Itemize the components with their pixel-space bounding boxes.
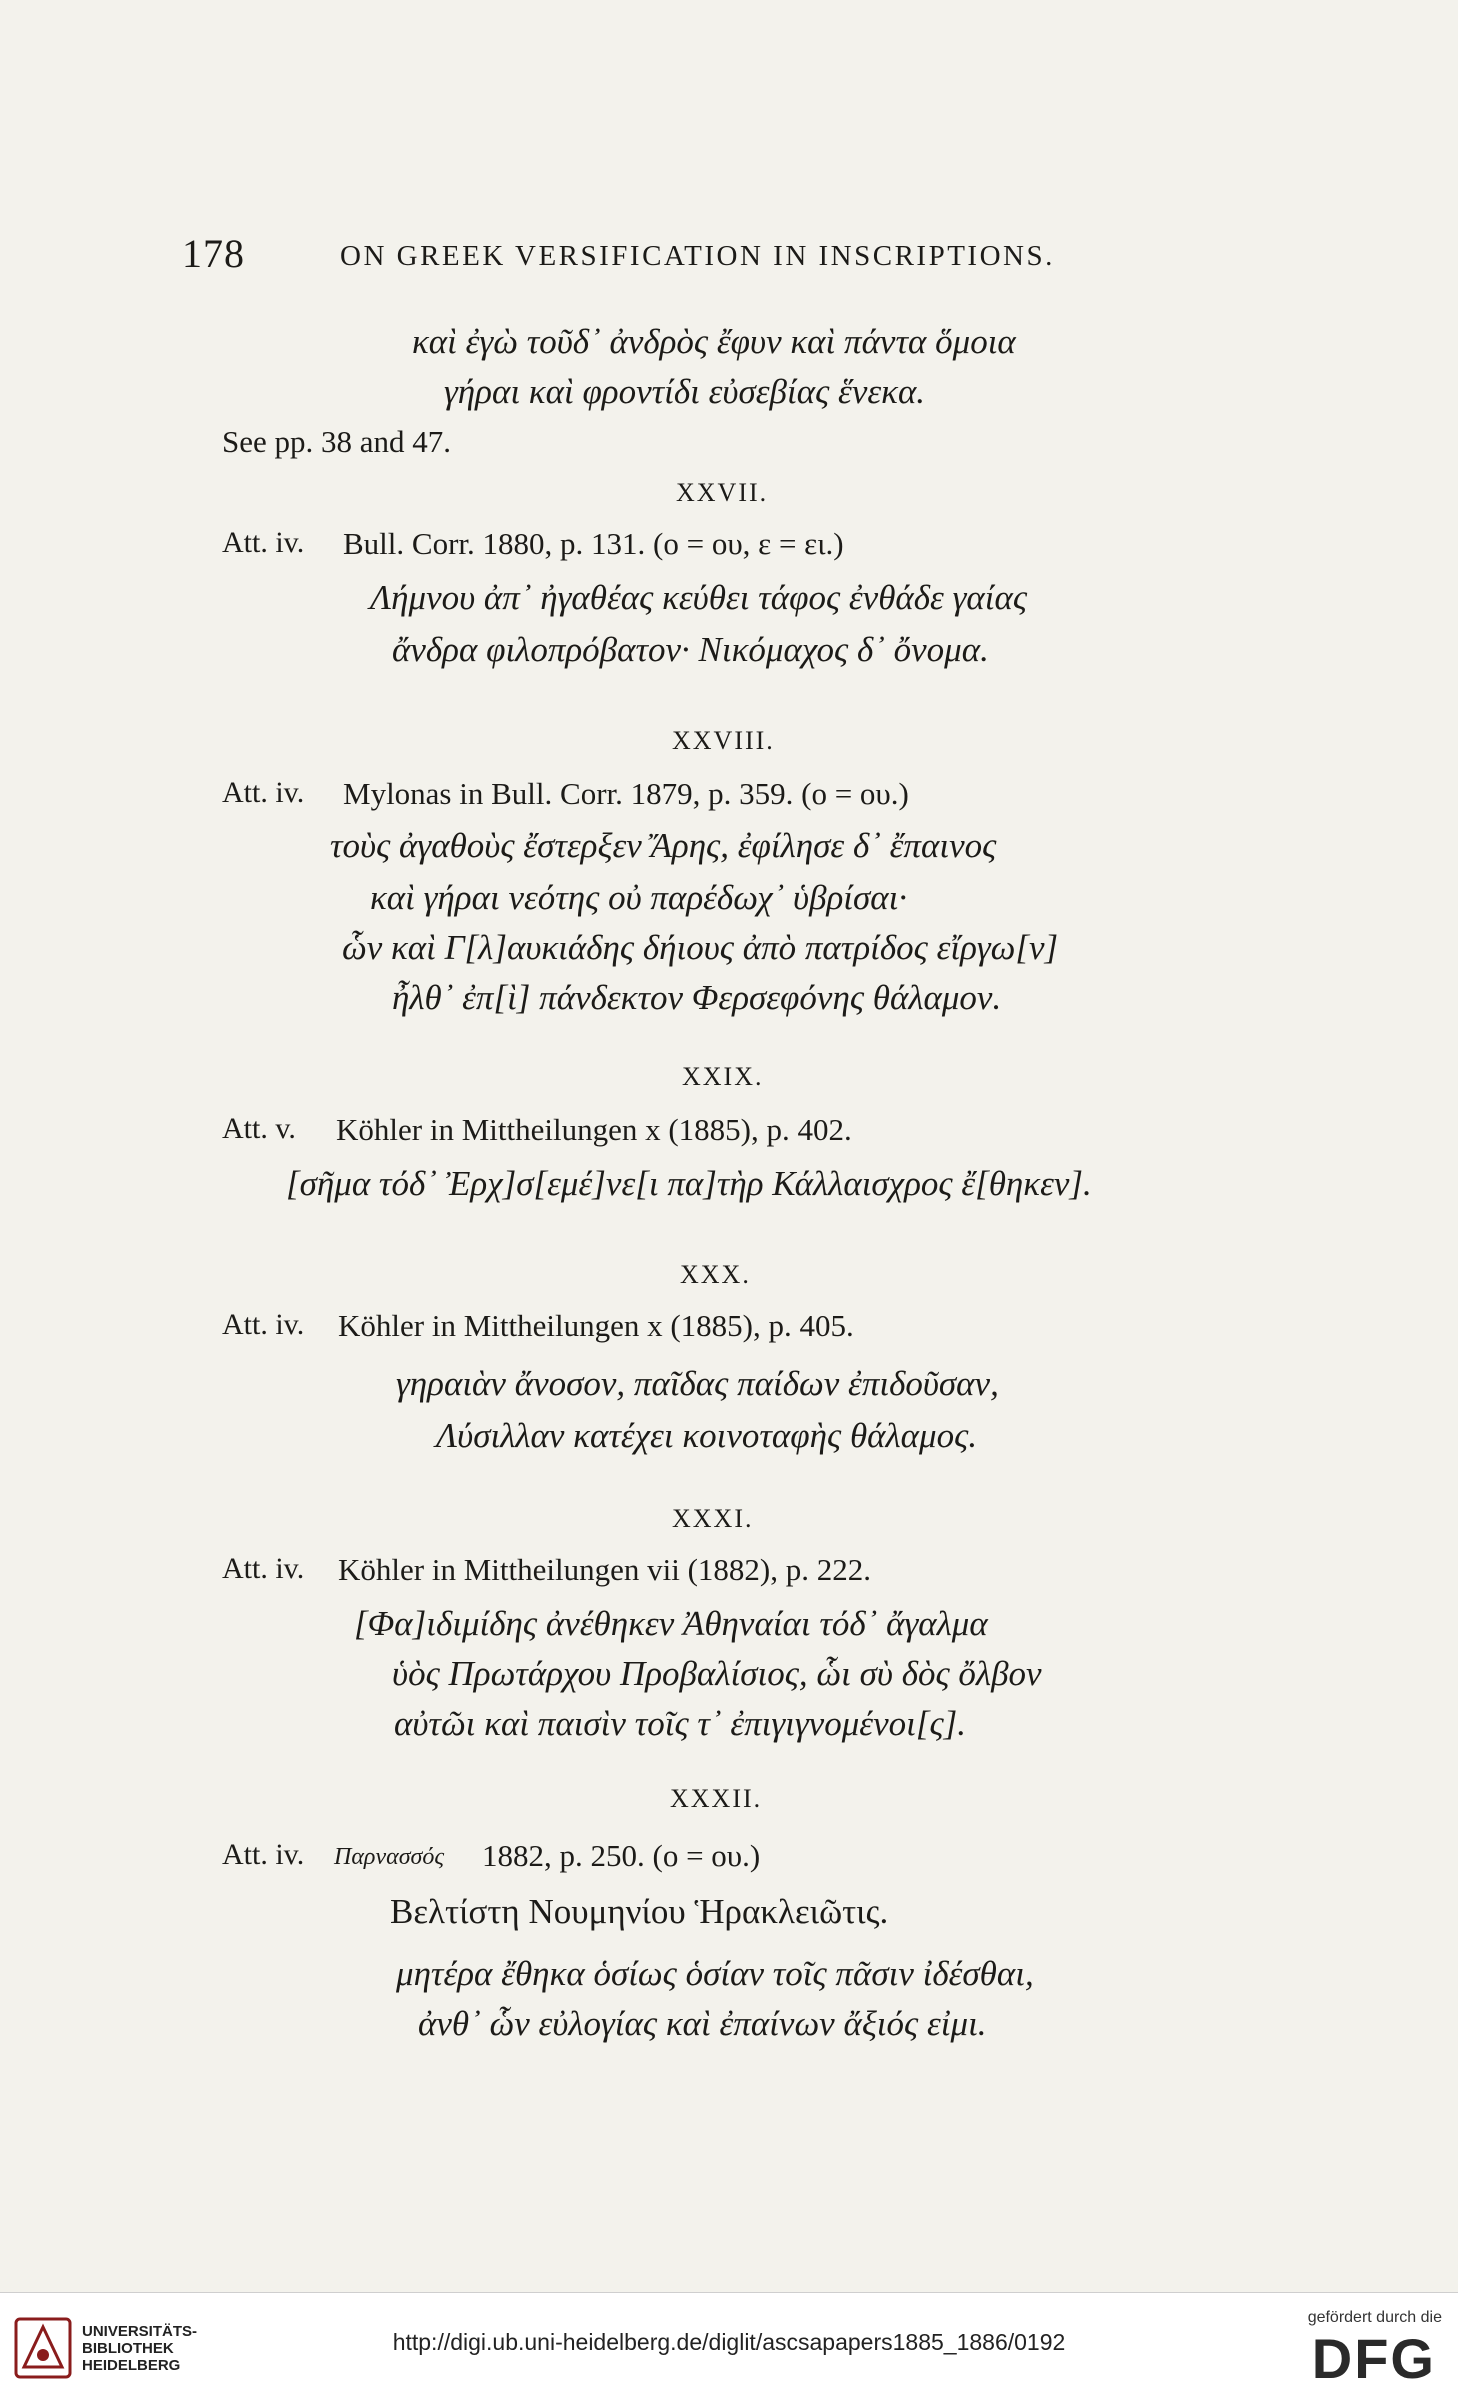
- verse-line: Λήμνου ἀπ᾽ ἠγαθέας κεύθει τάφος ἐνθάδε γαίας: [370, 578, 1028, 617]
- source-url-link[interactable]: http://digi.ub.uni-heidelberg.de/diglit/ascsapapers1885_1886/0192: [392, 2329, 1066, 2355]
- verse-line: ἄνδρα φιλοπρόβατον· Νικόμαχος δ᾽ ὄνομα.: [392, 630, 989, 669]
- verse-line: [σῆμα τόδ᾽ Ἐρχ]σ[εμέ]νε[ι πα]τὴρ Κάλλαισχρος ἔ[θηκεν].: [286, 1164, 1092, 1203]
- section-numeral: XXX.: [680, 1260, 751, 1289]
- verse-line: καὶ ἐγὼ τοῦδ᾽ ἀνδρὸς ἔφυν καὶ πάντα ὅμοια: [412, 322, 1016, 361]
- source-reference: Bull. Corr. 1880, p. 131. (ο = ου, ε = ει.): [343, 526, 844, 561]
- inscription-title: Βελτίστη Νουμηνίου Ἡρακλειῶτις.: [390, 1892, 889, 1931]
- page-number: 178: [182, 231, 245, 276]
- dfg-logo: DFG: [1311, 2327, 1436, 2390]
- verse-line: ὑὸς Πρωτάρχου Προβαλίσιος, ὧι σὺ δὸς ὄλβον: [392, 1654, 1042, 1693]
- library-name-line: BIBLIOTHEK: [82, 2340, 174, 2357]
- funded-by-text: gefördert durch die: [1307, 2309, 1442, 2326]
- section-numeral: XXIX.: [682, 1062, 764, 1091]
- verse-line: ἀνθ᾽ ὧν εὐλογίας καὶ ἐπαίνων ἄξιός εἰμι.: [418, 2004, 987, 2043]
- section-numeral: XXVII.: [676, 478, 769, 507]
- verse-line: μητέρα ἔθηκα ὁσίως ὁσίαν τοῖς πᾶσιν ἰδέσθαι,: [396, 1954, 1034, 1993]
- inscription-label: Att. v.: [222, 1112, 296, 1145]
- inscription-label: Att. iv.: [222, 776, 305, 809]
- source-reference: Köhler in Mittheilungen x (1885), p. 402.: [336, 1112, 852, 1147]
- verse-line: [Φα]ιδιμίδης ἀνέθηκεν Ἀθηναίαι τόδ᾽ ἄγαλμα: [354, 1604, 988, 1643]
- inscription-label: Att. iv.: [222, 1838, 305, 1871]
- source-reference: Köhler in Mittheilungen x (1885), p. 405.: [338, 1308, 854, 1343]
- section-numeral: XXVIII.: [672, 726, 775, 755]
- source-reference: Köhler in Mittheilungen vii (1882), p. 222.: [338, 1552, 871, 1587]
- running-title: ON GREEK VERSIFICATION IN INSCRIPTIONS.: [340, 240, 1055, 272]
- source-reference: 1882, p. 250. (ο = ου.): [482, 1838, 761, 1873]
- verse-line: τοὺς ἀγαθοὺς ἔστερξεν Ἄρης, ἐφίλησε δ᾽ ἔπαινος: [330, 826, 997, 865]
- verse-line: γηραιὰν ἄνοσον, παῖδας παίδων ἐπιδοῦσαν,: [396, 1364, 999, 1403]
- section-numeral: XXXI.: [672, 1504, 754, 1533]
- verse-line: καὶ γήραι νεότης οὐ παρέδωχ᾽ ὑβρίσαι·: [370, 878, 908, 917]
- cross-reference-note: See pp. 38 and 47.: [222, 424, 452, 459]
- verse-line: Λύσιλλαν κατέχει κοινοταφὴς θάλαμος.: [436, 1416, 978, 1455]
- inscription-label: Att. iv.: [222, 1552, 305, 1585]
- library-name-line: HEIDELBERG: [82, 2357, 181, 2374]
- verse-line: ἦλθ᾽ ἐπ[ὶ] πάνδεκτον Φερσεφόνης θάλαμον.: [392, 978, 1002, 1017]
- library-name-line: UNIVERSITÄTS-: [82, 2323, 198, 2340]
- verse-line: γήραι καὶ φροντίδι εὐσεβίας ἕνεκα.: [444, 372, 926, 411]
- digitization-footer: [0, 2292, 1458, 2401]
- verse-line: ὧν καὶ Γ[λ]αυκιάδης δήιους ἀπὸ πατρίδος εἴργω[ν]: [342, 928, 1059, 967]
- verse-line: αὐτῶι καὶ παισὶν τοῖς τ᾽ ἐπιγιγνομένοι[ς].: [394, 1704, 967, 1743]
- inscription-label: Att. iv.: [222, 1308, 305, 1341]
- section-numeral: XXXII.: [670, 1784, 763, 1813]
- source-reference: Mylonas in Bull. Corr. 1879, p. 359. (ο = ου.): [343, 776, 909, 811]
- source-journal: Παρνασσός: [334, 1844, 445, 1870]
- inscription-label: Att. iv.: [222, 526, 305, 559]
